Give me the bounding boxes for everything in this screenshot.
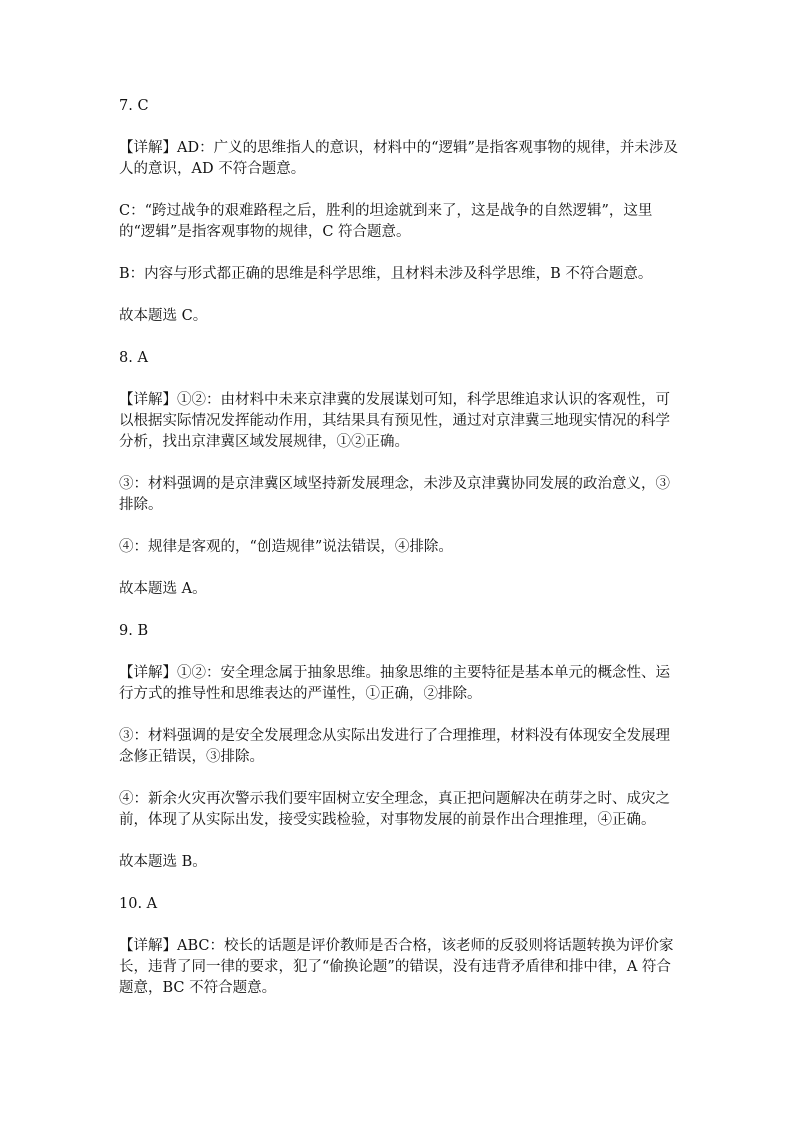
explanation-paragraph: 【详解】①②：安全理念属于抽象思维。抽象思维的主要特征是基本单元的概念性、运行方式的推导性和思维表达的严谨性，①正确，②排除。 <box>119 665 670 702</box>
explanation-paragraph: 【详解】ABC：校长的话题是评价教师是否合格，该老师的反驳则将话题转换为评价家长，违背了同一律的要求，犯了“偷换论题”的错误，没有违背矛盾律和排中律，A 符合题意，BC 不符合题意。 <box>119 938 674 996</box>
question-number: 9. B <box>119 623 149 639</box>
conclusion-paragraph: 故本题选 C。 <box>119 308 208 324</box>
explanation-paragraph: B：内容与形式都正确的思维是科学思维，且材料未涉及科学思维，B 不符合题意。 <box>119 266 653 282</box>
explanation-paragraph: 【详解】①②：由材料中未来京津冀的发展谋划可知，科学思维追求认识的客观性，可以根据实际情况发挥能动作用，其结果具有预见性，通过对京津冀三地现实情况的科学分析，找出京津冀区域发展规律，①②正确。 <box>119 392 670 450</box>
conclusion-paragraph: 故本题选 A。 <box>119 581 207 597</box>
question-10 <box>119 894 679 999</box>
explanation-paragraph: ④：新余火灾再次警示我们要牢固树立安全理念，真正把问题解决在萌芽之时、成灾之前，体现了从实际出发，接受实践检验，对事物发展的前景作出合理推理，④正确。 <box>119 791 670 828</box>
question-7 <box>119 96 679 327</box>
question-9 <box>119 621 679 873</box>
answer-page <box>119 96 679 1020</box>
question-number: 10. A <box>119 896 158 912</box>
explanation-paragraph: ④：规律是客观的，“创造规律”说法错误，④排除。 <box>119 539 453 555</box>
question-number: 7. C <box>119 98 149 114</box>
explanation-paragraph: ③：材料强调的是安全发展理念从实际出发进行了合理推理，材料没有体现安全发展理念修正错误，③排除。 <box>119 728 670 765</box>
explanation-paragraph: ③：材料强调的是京津冀区域坚持新发展理念，未涉及京津冀协同发展的政治意义，③排除。 <box>119 476 670 513</box>
explanation-paragraph: C：“跨过战争的艰难路程之后，胜利的坦途就到来了，这是战争的自然逻辑”，这里的“逻辑”是指客观事物的规律，C 符合题意。 <box>119 203 653 240</box>
explanation-paragraph: 【详解】AD：广义的思维指人的意识，材料中的“逻辑”是指客观事物的规律，并未涉及人的意识，AD 不符合题意。 <box>119 140 678 177</box>
question-number: 8. A <box>119 350 148 366</box>
conclusion-paragraph: 故本题选 B。 <box>119 854 207 870</box>
question-8 <box>119 348 679 600</box>
